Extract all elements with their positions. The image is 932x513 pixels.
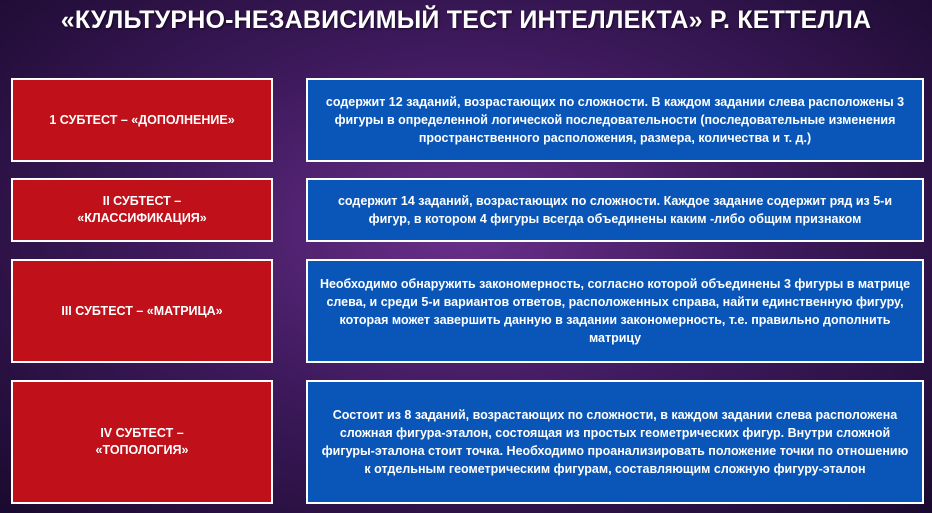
subtest-1-description-text: содержит 12 заданий, возрастающих по сложности. В каждом задании слева расположены 3 фигуры в определенной логической последовательности (последовательные изменения пространственного расположения, размера, количества и т. д.) bbox=[325, 95, 905, 145]
subtest-4-description bbox=[306, 380, 924, 504]
subtest-3-description bbox=[306, 259, 924, 363]
subtest-3-label: III СУБТЕСТ – «МАТРИЦА» bbox=[11, 259, 273, 363]
subtest-2-description-text: содержит 14 заданий, возрастающих по сложности. Каждое задание содержит ряд из 5-и фигур, в котором 4 фигуры всегда объединены каким -либо общим признаком bbox=[337, 194, 893, 226]
subtest-1-description bbox=[306, 78, 924, 162]
subtest-2-description bbox=[306, 178, 924, 242]
subtest-3-description-text: Необходимо обнаружить закономерность, согласно которой объединены 3 фигуры в матрице слева, и среди 5-и вариантов ответов, расположенных справа, найти единственную фигуру, которая может завершить данную в задании закономерность, т.е. правильно дополнить матрицу bbox=[319, 277, 911, 345]
subtest-4-label: IV СУБТЕСТ – «ТОПОЛОГИЯ» bbox=[11, 380, 273, 504]
subtest-2-label: II СУБТЕСТ – «КЛАССИФИКАЦИЯ» bbox=[11, 178, 273, 242]
page-title: «КУЛЬТУРНО-НЕЗАВИСИМЫЙ ТЕСТ ИНТЕЛЛЕКТА» Р. КЕТТЕЛЛА bbox=[60, 6, 872, 34]
subtest-1-label: 1 СУБТЕСТ – «ДОПОЛНЕНИЕ» bbox=[11, 78, 273, 162]
subtest-4-description-text: Состоит из 8 заданий, возрастающих по сложности, в каждом задании слева расположена сложная фигура-эталон, состоящая из простых геометрических фигур. Внутри сложной фигуры-эталона стоит точка. Необходимо проанализировать положение точки по отношению к отдельным геометрическим фигурам, составляющим сложную фигуру-эталон bbox=[321, 408, 909, 476]
